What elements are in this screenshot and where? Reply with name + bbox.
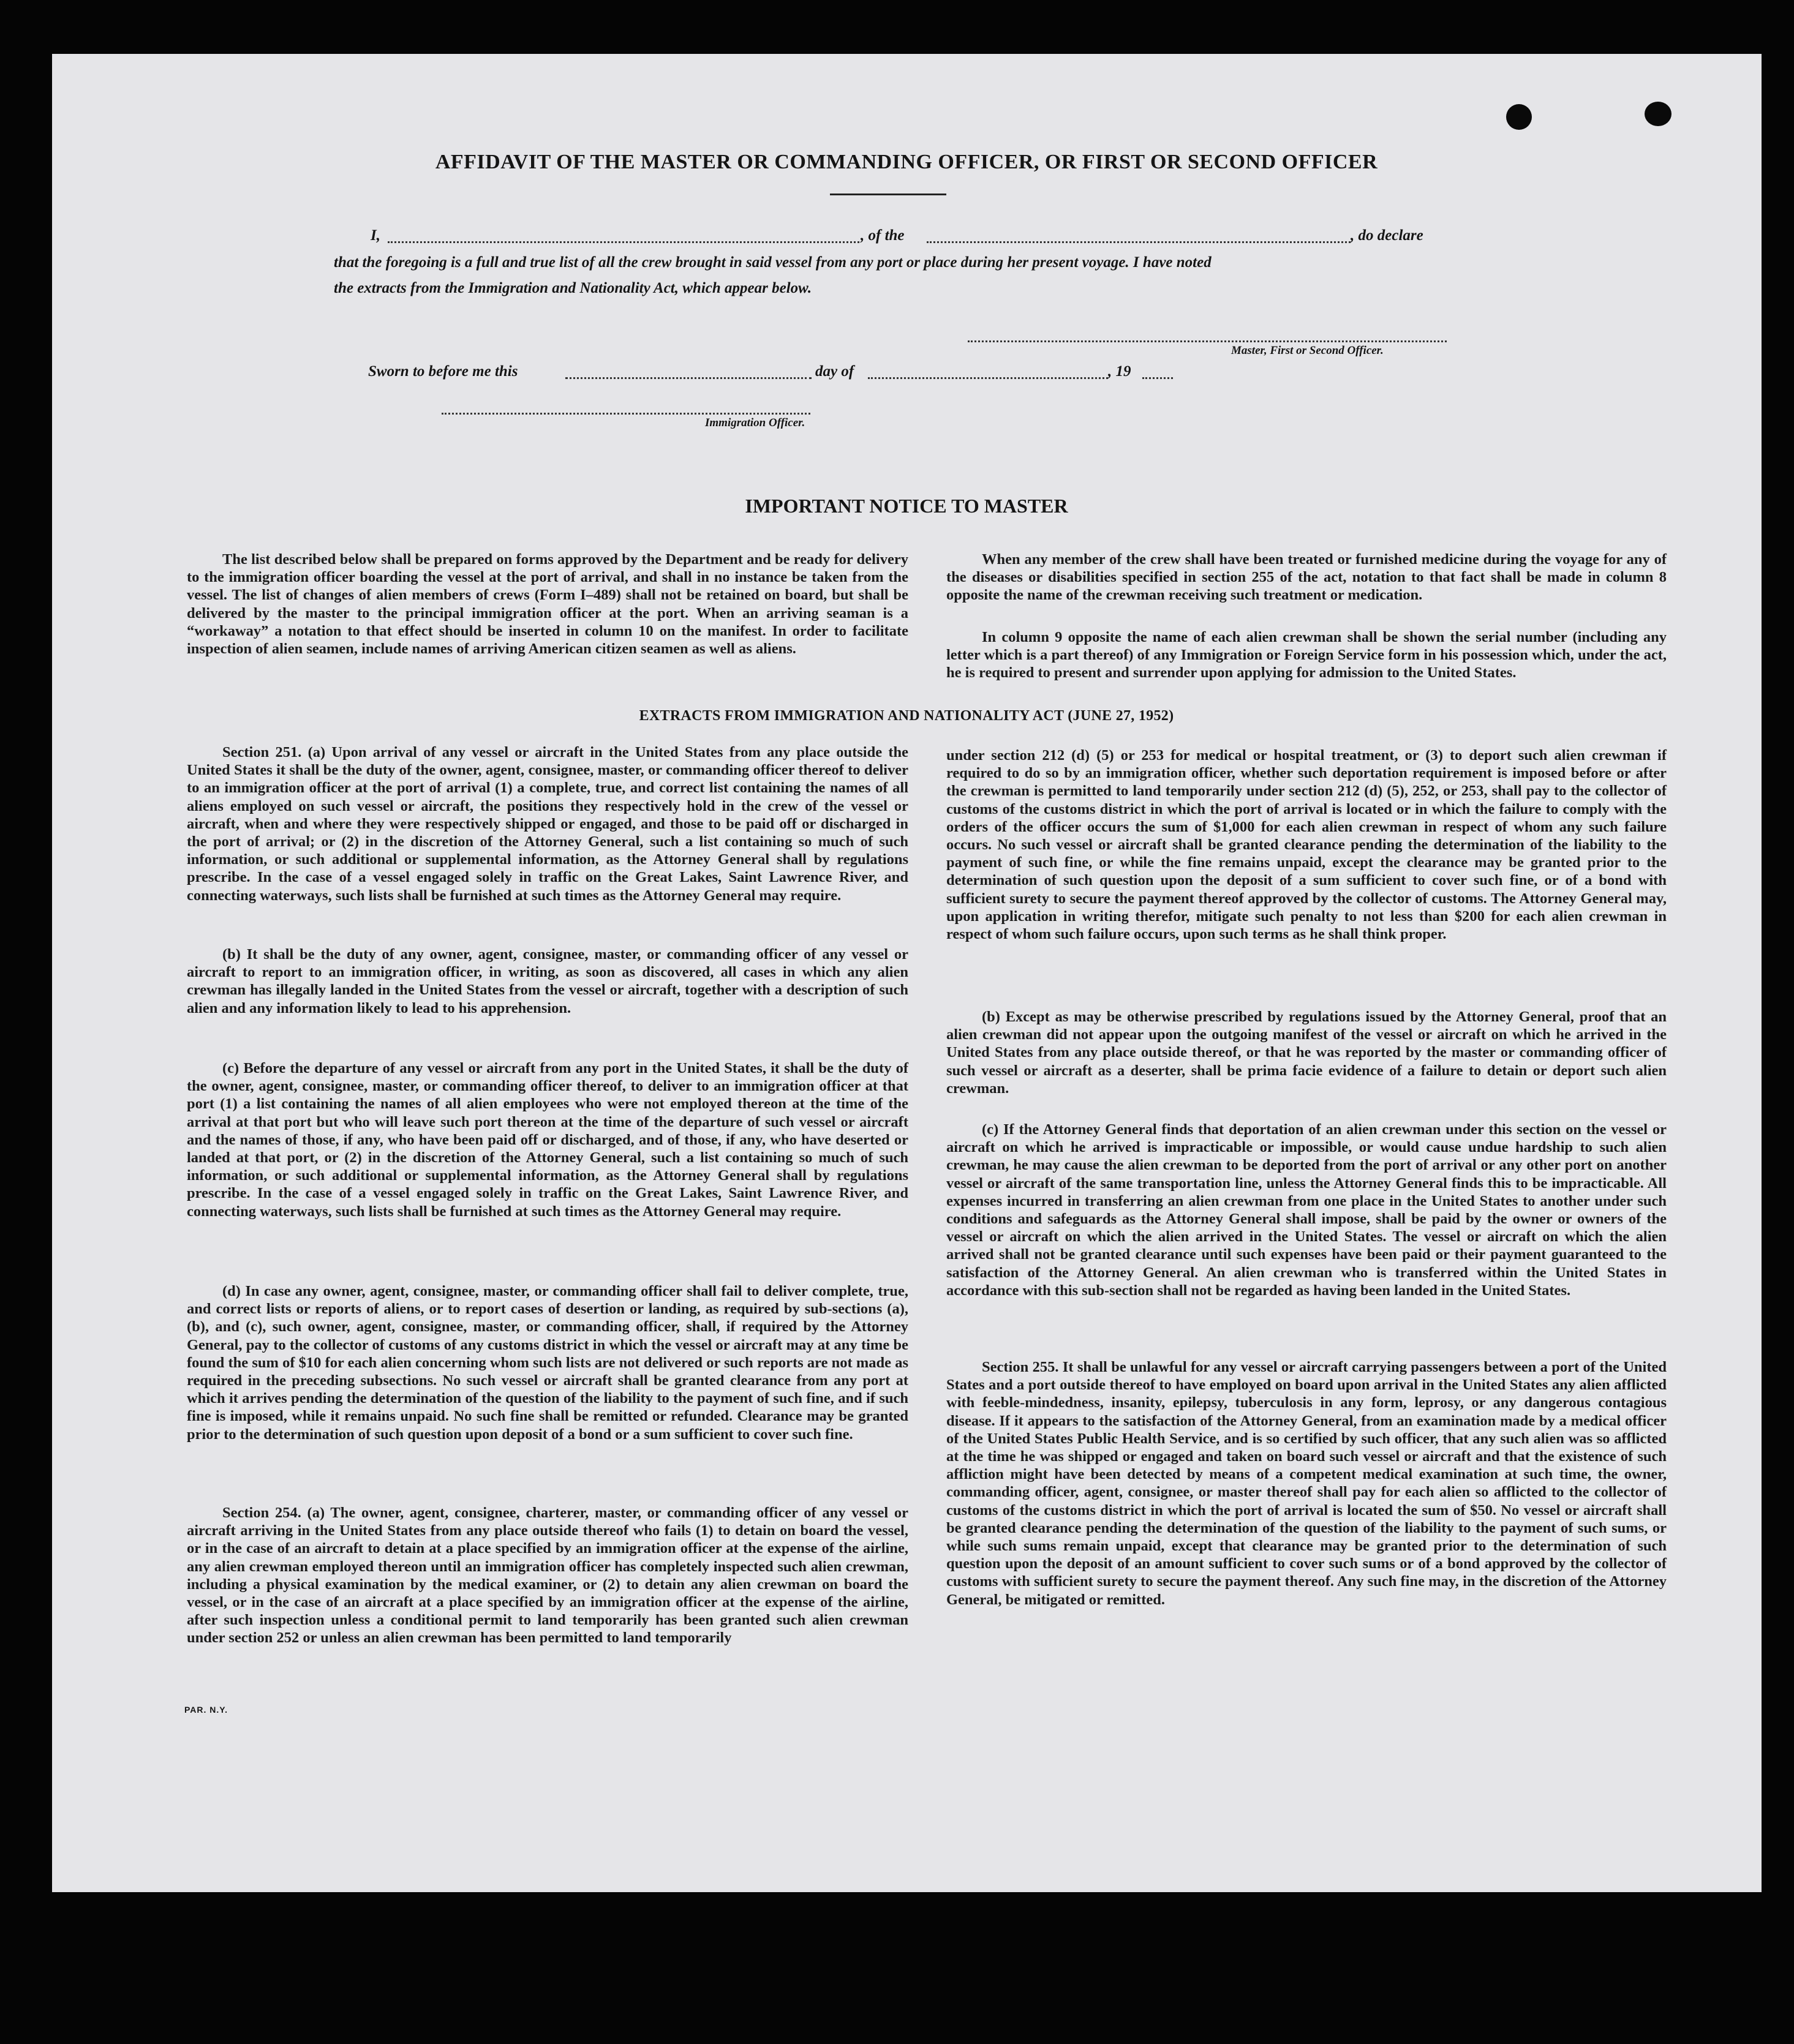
year-label: , 19 — [1108, 363, 1131, 380]
punch-hole — [1645, 102, 1672, 126]
affidavit-title: AFFIDAVIT OF THE MASTER OR COMMANDING OFFICER, OR FIRST OR SECOND OFFICER — [435, 151, 1378, 173]
day-of-label: day of — [815, 363, 854, 380]
notice-title: IMPORTANT NOTICE TO MASTER — [745, 495, 1068, 517]
section-251c: (c) Before the departure of any vessel or aircraft from any port in the United States, it shall be the duty of the owner, agent, consignee, master, or commanding officer thereof, to deliver to an immigration officer at that port (1) a list containing the names of all alien employees who were not employed thereon at the time of the arrival at that port but who will leave such port thereon at the time of the departure of such vessel or aircraft and the names of those, if any, who have been paid off or discharged, and of those, if any, who have deserted or landed at that port, or (2) in the discretion of the Attorney General, such a list containing so much of such information, or such additional or supplemental information, as the Attorney General shall by regulations prescribe. In the case of a vessel engaged solely in traffic on the Great Lakes, Saint Lawrence River, and connecting waterways, such lists shall be furnished at such times as the Attorney General may require. — [187, 1060, 908, 1220]
printer-mark: PAR. N.Y. — [184, 1705, 228, 1715]
section-254c: (c) If the Attorney General finds that deportation of an alien crewman under this section on the vessel or aircraft on which he arrived is impracticable or impossible, or would cause undue hardship to such alien crewman, he may cause the alien crewman to be deported from the port of arrival or any other port on another vessel or aircraft of the same transportation line, unless the Attorney General finds this to be impracticable. All expenses incurred in transferring an alien crewman from one place in the United States to another under such conditions and safeguards as the Attorney General shall impose, shall be paid by the owner or owners of the vessel or aircraft on which the alien arrived in the United States. The vessel or aircraft on which the alien arrived shall not be granted clearance until such expenses have been paid or their payment guaranteed to the satisfaction of the Attorney General. An alien crewman who is transferred within the United States in accordance with this sub-section shall not be regarded as having been landed in the United States. — [946, 1121, 1667, 1299]
declaration-text-line-3: the extracts from the Immigration and Nationality Act, which appear below. — [334, 280, 812, 296]
master-signature-label: Master, First or Second Officer. — [1231, 344, 1384, 357]
notice-right-paragraph-1: When any member of the crew shall have been treated or furnished medicine during the voyage for any of the diseases or disabilities specified in section 255 of the act, notation to that fact shall be made in column 8 opposite the name of the crewman receiving such treatment or medication. — [946, 551, 1667, 604]
declare-end-label: , do declare — [1351, 227, 1423, 244]
sworn-year-field[interactable] — [1142, 377, 1173, 379]
section-254a-part-2: under section 212 (d) (5) or 253 for medical or hospital treatment, or (3) to deport such alien crewman if required to do so by an immigration officer, whether such deportation requirement is imposed before or after the crewman is permitted to land temporarily under section 212 (d) (5), 252, or 253, shall pay to the collector of customs of the customs district in which the port of arrival is located or in which the failure to comply with the orders of the officer occurs the sum of $1,000 for each alien crewman in respect of whom any such failure occurs. No such vessel or aircraft shall be granted clearance pending the determination of the liability to the payment of such fine, or while the fine remains unpaid, except the clearance may be granted prior to the determination of such question upon the deposit of a sum sufficient to cover such fine, or of a bond with sufficient surety to secure the payment thereof approved by the collector of customs. The Attorney General may, upon application in writing therefor, mitigate such penalty to not less than $200 for each alien crewman in respect of whom such failure occurs, upon such terms as he shall think proper. — [946, 747, 1667, 943]
section-251a: Section 251. (a) Upon arrival of any vessel or aircraft in the United States from any place outside the United States it shall be the duty of the owner, agent, consignee, master, or commanding officer thereof to deliver to an immigration officer at the port of arrival (1) a complete, true, and correct list containing the names of all aliens employed on such vessel or aircraft, the positions they respectively hold in the crew of the vessel or aircraft, when and where they were respectively shipped or engaged, and those to be paid off or discharged in the port of arrival; or (2) in the discretion of the Attorney General, such a list containing so much of such information, or such additional or supplemental information, as the Attorney General shall by regulations prescribe. In the case of a vessel engaged solely in traffic on the Great Lakes, Saint Lawrence River, and connecting waterways, such lists shall be furnished at such times as the Attorney General may require. — [187, 744, 908, 904]
punch-hole — [1506, 104, 1532, 130]
notice-left-paragraph: The list described below shall be prepared on forms approved by the Department and be ready for delivery to the immigration officer boarding the vessel at the port of arrival, and shall in no instance be taken from the vessel. The list of changes of alien members of crews (Form I–489) shall not be retained on board, but shall be delivered by the master to the principal immigration officer at the port. When an arriving seaman is a “workaway” a notation to that effect should be inserted in column 10 on the manifest. In order to facilitate inspection of alien seamen, include names of arriving American citizen seamen as well as aliens. — [187, 551, 908, 658]
section-255: Section 255. It shall be unlawful for any vessel or aircraft carrying passengers between a port of the United States and a port outside thereof to have employed on board upon arrival in the United States any alien afflicted with feeble-mindedness, insanity, epilepsy, tuberculosis in any form, leprosy, or any dangerous contagious disease. If it appears to the satisfaction of the Attorney General, from an examination made by a medical officer of the United States Public Health Service, and is so certified by such officer, that any such alien was so afflicted at the time he was shipped or engaged and taken on board such vessel or aircraft and that the existence of such affliction might have been detected by means of a competent medical examination at such time, the owner, commanding officer, agent, consignee, or master thereof shall pay for each alien so afflicted to the collector of customs of the customs district in which the port of arrival is located the sum of $50. No vessel or aircraft shall be granted clearance pending the determination of the question of the liability to the payment of such sums, or while such sums remain unpaid, except that clearance may be granted prior to the determination of such question upon the deposit of an amount sufficient to cover such sums or of a bond approved by the collector of customs with sufficient surety to secure the payment thereof. Any such fine may, in the discretion of the Attorney General, be mitigated or remitted. — [946, 1359, 1667, 1608]
notice-right-paragraph-2: In column 9 opposite the name of each alien crewman shall be shown the serial number (including any letter which is a part thereof) of any Immigration or Foreign Service form in his possession which, under the act, he is required to present and surrender upon applying for admission to the United States. — [946, 629, 1667, 682]
section-251d: (d) In case any owner, agent, consignee, master, or commanding officer shall fail to deliver complete, true, and correct lists or reports of aliens, or to report cases of desertion or landing, as required by sub-sections (a), (b), and (c), such owner, agent, consignee, master, or commanding officer, shall, if required by the Attorney General, pay to the collector of customs of any customs district in which the vessel or aircraft may at any time be found the sum of $10 for each alien concerning whom such lists are not delivered or such reports are not made as required in the preceding subsections. No such vessel or aircraft shall be granted clearance from any port at which it arrives pending the determination of the question of the liability to the payment of such fine, and if such fine is imposed, while it remains unpaid. No such fine shall be remitted or refunded. Clearance may be granted prior to the determination of such question upon deposit of a bond or a sum sufficient to cover such fine. — [187, 1283, 908, 1443]
sworn-day-field[interactable] — [565, 377, 812, 379]
declarant-name-field[interactable] — [388, 241, 859, 243]
immigration-officer-label: Immigration Officer. — [705, 416, 805, 429]
document-page — [52, 54, 1762, 1892]
section-251b: (b) It shall be the duty of any owner, agent, consignee, master, or commanding officer of any vessel or aircraft to report to an immigration officer, in writing, as soon as discovered, all cases in which any alien crewman has illegally landed in the United States from the vessel or aircraft, together with a description of such alien and any information likely to lead to his apprehension. — [187, 946, 908, 1016]
declare-i-label: I, — [371, 227, 380, 244]
title-divider — [830, 194, 946, 195]
master-signature-field[interactable] — [968, 340, 1447, 342]
immigration-officer-signature-field[interactable] — [442, 413, 810, 415]
declaration-text-line-2: that the foregoing is a full and true list of all the crew brought in said vessel from any port or place during her present voyage. I have noted — [334, 254, 1212, 271]
section-254a-part-1: Section 254. (a) The owner, agent, consignee, charterer, master, or commanding officer of any vessel or aircraft arriving in the United States from any place outside thereof who fails (1) to detain on board the vessel, or in the case of an aircraft to detain at a place specified by an immigration officer at the expense of the airline, any alien crewman employed thereon until an immigration officer has completely inspected such alien crewman, including a physical examination by the medical examiner, or (2) to detain any alien crewman on board the vessel, or in the case of an aircraft at a place specified by an immigration officer at the expense of the airline, after such inspection unless a conditional permit to land temporarily has been granted such alien crewman under section 252 or unless an alien crewman has been permitted to land temporarily — [187, 1505, 908, 1647]
vessel-name-field[interactable] — [927, 241, 1351, 243]
extracts-title: EXTRACTS FROM IMMIGRATION AND NATIONALITY ACT (JUNE 27, 1952) — [639, 708, 1174, 724]
sworn-label: Sworn to before me this — [368, 363, 518, 380]
sworn-month-field[interactable] — [868, 377, 1108, 379]
declare-of-the-label: , of the — [861, 227, 905, 244]
section-254b: (b) Except as may be otherwise prescribed by regulations issued by the Attorney General, proof that an alien crewman did not appear upon the outgoing manifest of the vessel or aircraft on which he arrived in the United States from any place outside thereof, or that he was reported by the master or commanding officer of such vessel or aircraft as a deserter, shall be prima facie evidence of a failure to detain or deport such alien crewman. — [946, 1009, 1667, 1097]
